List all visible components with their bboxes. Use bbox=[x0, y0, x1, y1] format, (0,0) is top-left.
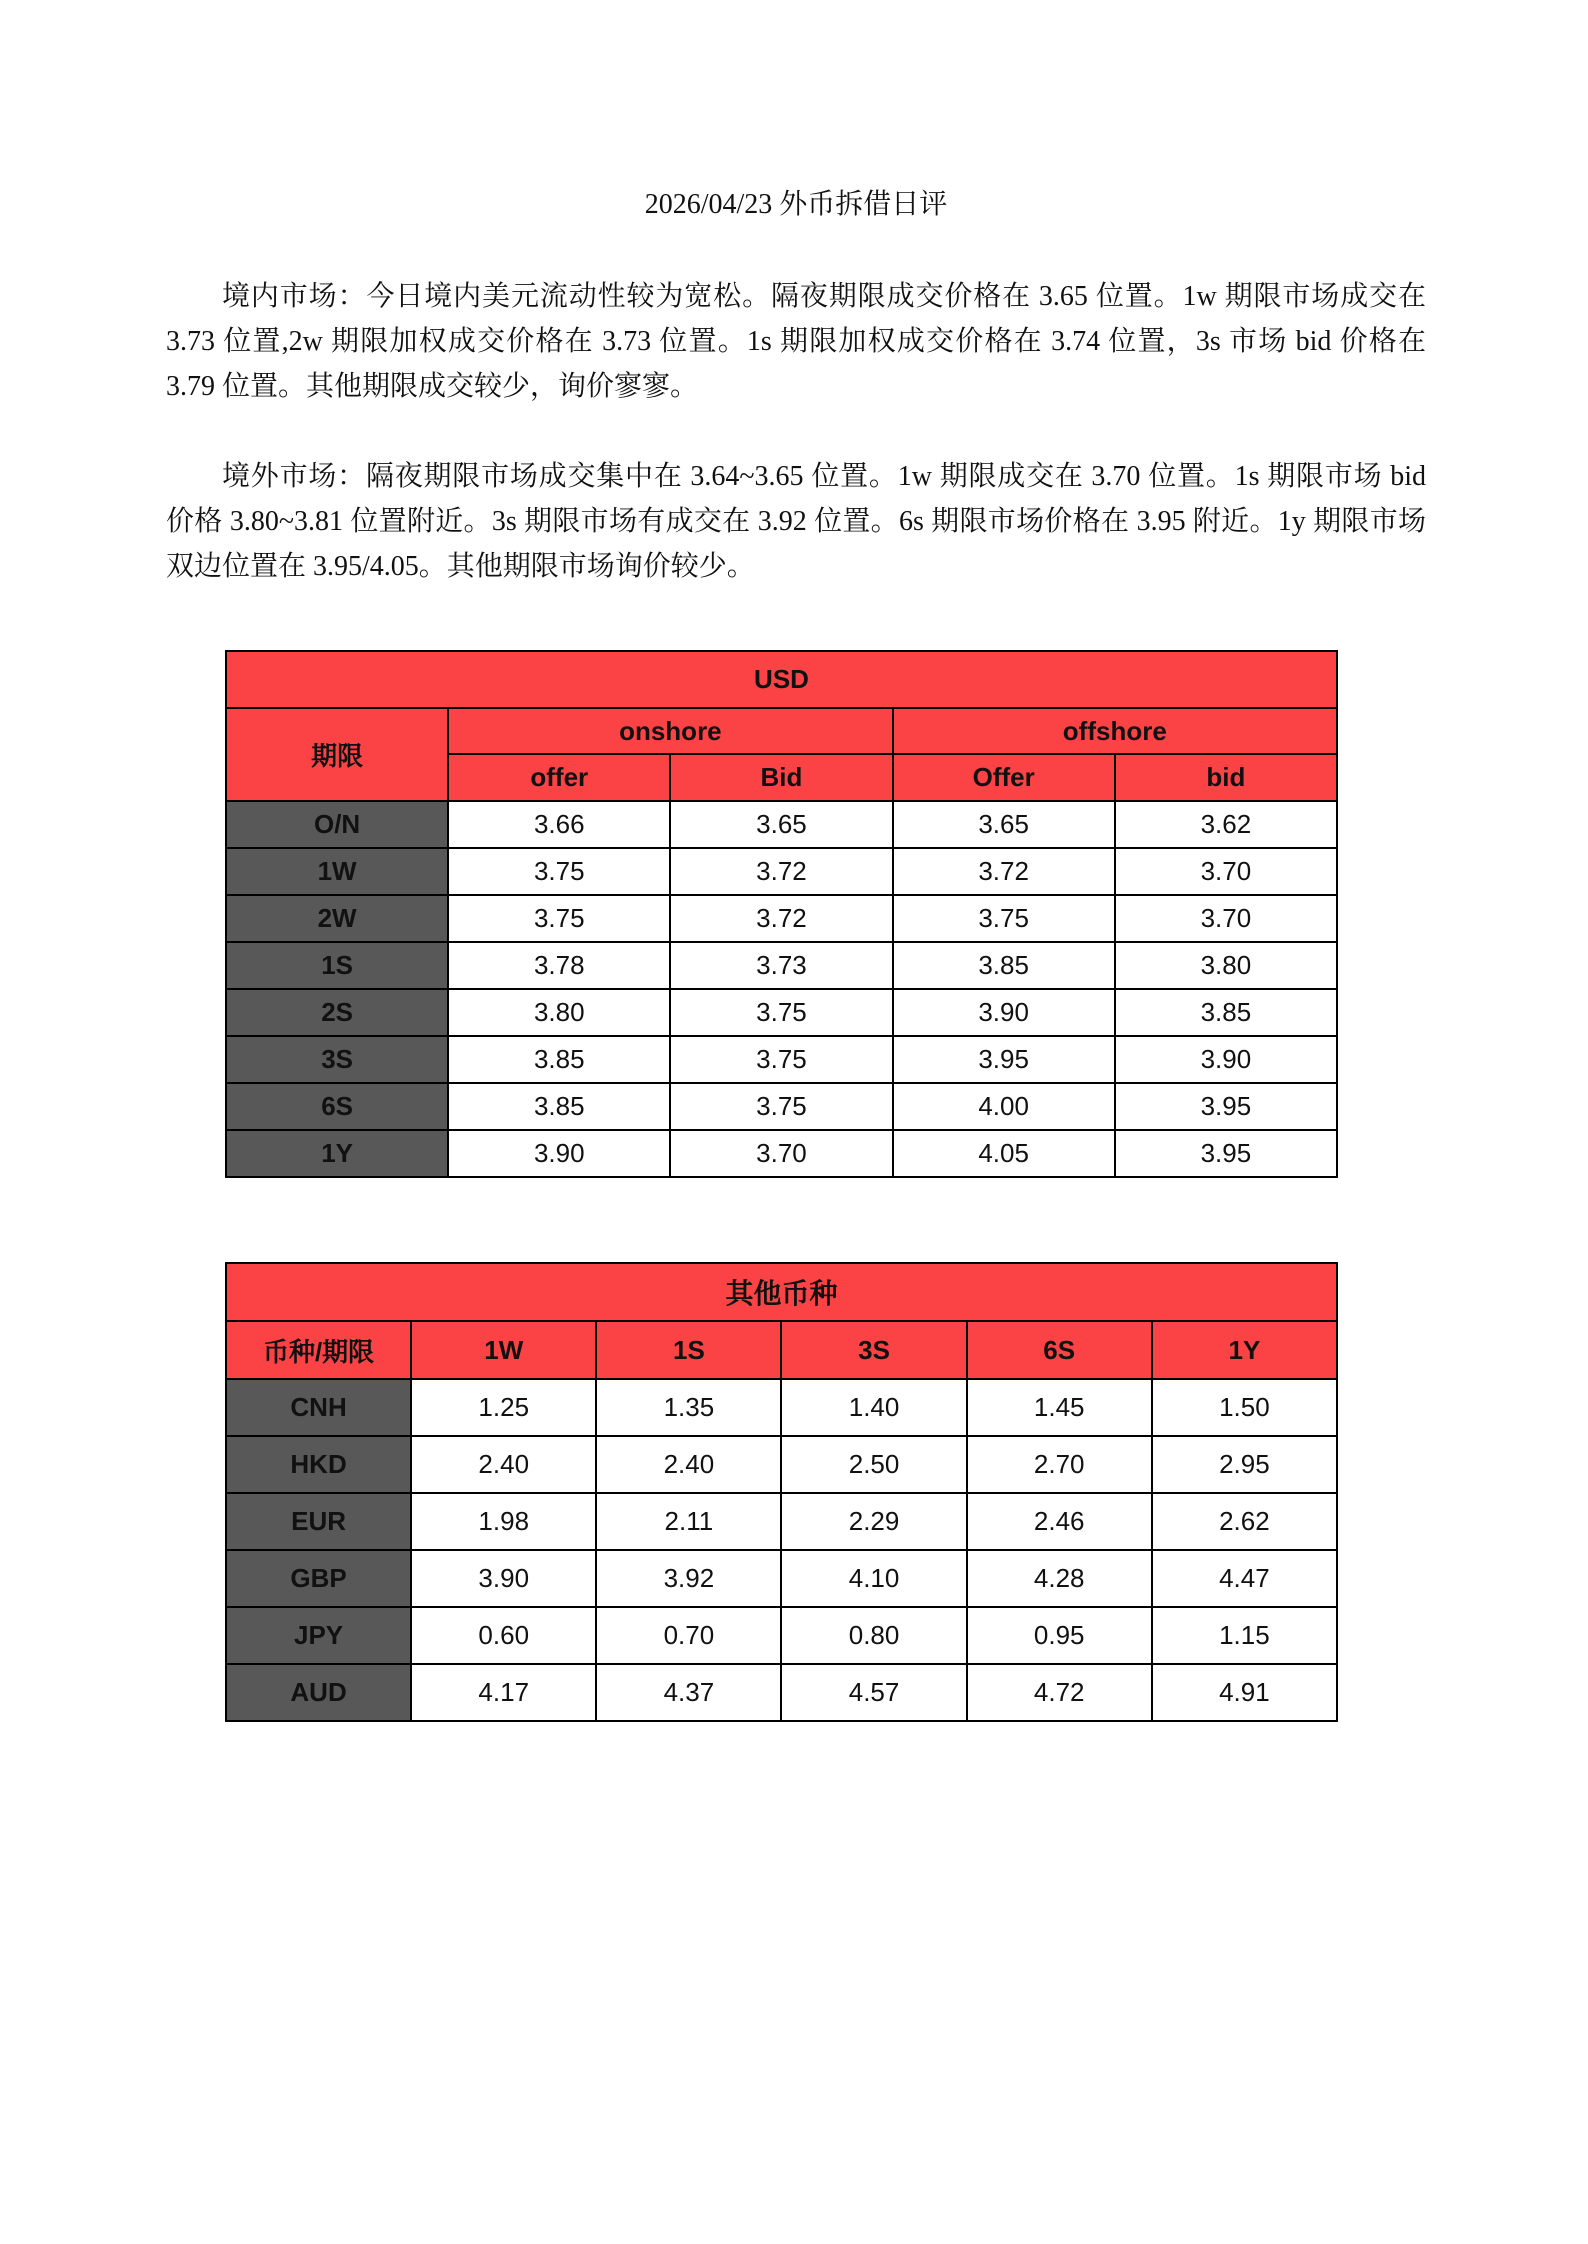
rate-cell: 4.57 bbox=[781, 1664, 966, 1721]
rate-cell: 3.75 bbox=[448, 848, 670, 895]
rate-cell: 4.05 bbox=[893, 1130, 1115, 1177]
tenor-cell: 1Y bbox=[226, 1130, 448, 1177]
tenor-cell: 1S bbox=[226, 942, 448, 989]
rate-cell: 3.90 bbox=[448, 1130, 670, 1177]
tenor-cell: O/N bbox=[226, 801, 448, 848]
rate-cell: 0.60 bbox=[411, 1607, 596, 1664]
rate-cell: 1.45 bbox=[967, 1379, 1152, 1436]
rate-cell: 4.37 bbox=[596, 1664, 781, 1721]
rate-cell: 3.66 bbox=[448, 801, 670, 848]
rate-cell: 3.92 bbox=[596, 1550, 781, 1607]
usd-title-row bbox=[226, 651, 1337, 708]
offshore-group-header: offshore bbox=[893, 708, 1337, 754]
rate-cell: 3.95 bbox=[1115, 1130, 1337, 1177]
rate-cell: 2.62 bbox=[1152, 1493, 1337, 1550]
rate-cell: 3.65 bbox=[670, 801, 892, 848]
table-row bbox=[226, 1436, 1337, 1493]
rate-cell: 1.15 bbox=[1152, 1607, 1337, 1664]
onshore-bid-header: Bid bbox=[670, 754, 892, 801]
rate-cell: 3.85 bbox=[448, 1083, 670, 1130]
rate-cell: 0.80 bbox=[781, 1607, 966, 1664]
table-row bbox=[226, 1130, 1337, 1177]
currency-cell: AUD bbox=[226, 1664, 411, 1721]
rate-cell: 1.40 bbox=[781, 1379, 966, 1436]
rate-cell: 4.47 bbox=[1152, 1550, 1337, 1607]
rate-cell: 2.11 bbox=[596, 1493, 781, 1550]
rate-cell: 2.95 bbox=[1152, 1436, 1337, 1493]
rate-cell: 4.91 bbox=[1152, 1664, 1337, 1721]
rate-cell: 3.75 bbox=[670, 989, 892, 1036]
rate-cell: 3.70 bbox=[1115, 848, 1337, 895]
currency-tenor-corner-header: 币种/期限 bbox=[226, 1321, 411, 1379]
rate-cell: 2.46 bbox=[967, 1493, 1152, 1550]
rate-cell: 2.40 bbox=[596, 1436, 781, 1493]
rate-cell: 3.95 bbox=[893, 1036, 1115, 1083]
offshore-bid-header: bid bbox=[1115, 754, 1337, 801]
rate-cell: 1.98 bbox=[411, 1493, 596, 1550]
table-row bbox=[226, 1664, 1337, 1721]
table-row bbox=[226, 1379, 1337, 1436]
rate-cell: 0.70 bbox=[596, 1607, 781, 1664]
usd-table-title: USD bbox=[226, 651, 1337, 708]
rate-cell: 3.73 bbox=[670, 942, 892, 989]
tenor-1w-header: 1W bbox=[411, 1321, 596, 1379]
rate-cell: 1.35 bbox=[596, 1379, 781, 1436]
rate-cell: 2.29 bbox=[781, 1493, 966, 1550]
rate-cell: 3.75 bbox=[670, 1083, 892, 1130]
doc-title: 2026/04/23 外币拆借日评 bbox=[644, 189, 948, 220]
rate-cell: 0.95 bbox=[967, 1607, 1152, 1664]
table-row bbox=[226, 1083, 1337, 1130]
tenor-1s-header: 1S bbox=[596, 1321, 781, 1379]
rate-cell: 3.65 bbox=[893, 801, 1115, 848]
tenor-cell: 6S bbox=[226, 1083, 448, 1130]
currency-cell: CNH bbox=[226, 1379, 411, 1436]
other-currencies-title: 其他币种 bbox=[226, 1263, 1337, 1321]
table-row bbox=[226, 801, 1337, 848]
tenor-cell: 2W bbox=[226, 895, 448, 942]
rate-cell: 4.17 bbox=[411, 1664, 596, 1721]
rate-cell: 3.90 bbox=[893, 989, 1115, 1036]
rate-cell: 4.00 bbox=[893, 1083, 1115, 1130]
tenor-cell: 1W bbox=[226, 848, 448, 895]
rate-cell: 2.70 bbox=[967, 1436, 1152, 1493]
tenor-1y-header: 1Y bbox=[1152, 1321, 1337, 1379]
rate-cell: 3.72 bbox=[670, 895, 892, 942]
table-row bbox=[226, 1493, 1337, 1550]
table-row bbox=[226, 989, 1337, 1036]
rate-cell: 4.28 bbox=[967, 1550, 1152, 1607]
table-row bbox=[226, 895, 1337, 942]
usd-rates-table bbox=[225, 650, 1338, 1178]
rate-cell: 3.72 bbox=[670, 848, 892, 895]
rate-cell: 2.40 bbox=[411, 1436, 596, 1493]
rate-cell: 1.50 bbox=[1152, 1379, 1337, 1436]
rate-cell: 3.80 bbox=[448, 989, 670, 1036]
rate-cell: 3.75 bbox=[893, 895, 1115, 942]
rate-cell: 2.50 bbox=[781, 1436, 966, 1493]
tenor-3s-header: 3S bbox=[781, 1321, 966, 1379]
table-row bbox=[226, 1036, 1337, 1083]
currency-cell: GBP bbox=[226, 1550, 411, 1607]
other-title-row bbox=[226, 1263, 1337, 1321]
rate-cell: 3.72 bbox=[893, 848, 1115, 895]
tenor-cell: 2S bbox=[226, 989, 448, 1036]
tenor-column-header: 期限 bbox=[226, 708, 448, 801]
paragraph-offshore-market: 境外市场：隔夜期限市场成交集中在 3.64~3.65 位置。1w 期限成交在 3.70 位置。1s 期限市场 bid 价格 3.80~3.81 位置附近。3s 期限市场有成交在 3.92 位置。6s 期限市场价格在 3.95 附近。1y 期限市场双边位置在 3.95/4.05。其他期限市场询价较少。 bbox=[166, 461, 1426, 582]
table-row bbox=[226, 848, 1337, 895]
currency-cell: EUR bbox=[226, 1493, 411, 1550]
onshore-offer-header: offer bbox=[448, 754, 670, 801]
currency-cell: JPY bbox=[226, 1607, 411, 1664]
table-row bbox=[226, 942, 1337, 989]
usd-group-header-row bbox=[226, 708, 1337, 754]
offshore-offer-header: Offer bbox=[893, 754, 1115, 801]
rate-cell: 3.75 bbox=[448, 895, 670, 942]
rate-cell: 3.90 bbox=[411, 1550, 596, 1607]
rate-cell: 3.95 bbox=[1115, 1083, 1337, 1130]
rate-cell: 3.75 bbox=[670, 1036, 892, 1083]
currency-cell: HKD bbox=[226, 1436, 411, 1493]
rate-cell: 3.78 bbox=[448, 942, 670, 989]
tenor-cell: 3S bbox=[226, 1036, 448, 1083]
rate-cell: 3.85 bbox=[448, 1036, 670, 1083]
rate-cell: 3.70 bbox=[670, 1130, 892, 1177]
tenor-6s-header: 6S bbox=[967, 1321, 1152, 1379]
rate-cell: 3.80 bbox=[1115, 942, 1337, 989]
table-row bbox=[226, 1607, 1337, 1664]
other-currencies-table bbox=[225, 1262, 1338, 1722]
rate-cell: 1.25 bbox=[411, 1379, 596, 1436]
other-header-row bbox=[226, 1321, 1337, 1379]
onshore-group-header: onshore bbox=[448, 708, 892, 754]
rate-cell: 4.72 bbox=[967, 1664, 1152, 1721]
paragraph-domestic-market: 境内市场：今日境内美元流动性较为宽松。隔夜期限成交价格在 3.65 位置。1w 期限市场成交在 3.73 位置,2w 期限加权成交价格在 3.73 位置。1s 期限加权成交价格在 3.74 位置，3s 市场 bid 价格在 3.79 位置。其他期限成交较少，询价寥寥。 bbox=[166, 281, 1426, 402]
rate-cell: 3.90 bbox=[1115, 1036, 1337, 1083]
rate-cell: 3.85 bbox=[893, 942, 1115, 989]
rate-cell: 3.62 bbox=[1115, 801, 1337, 848]
table-row bbox=[226, 1550, 1337, 1607]
rate-cell: 3.70 bbox=[1115, 895, 1337, 942]
rate-cell: 4.10 bbox=[781, 1550, 966, 1607]
rate-cell: 3.85 bbox=[1115, 989, 1337, 1036]
